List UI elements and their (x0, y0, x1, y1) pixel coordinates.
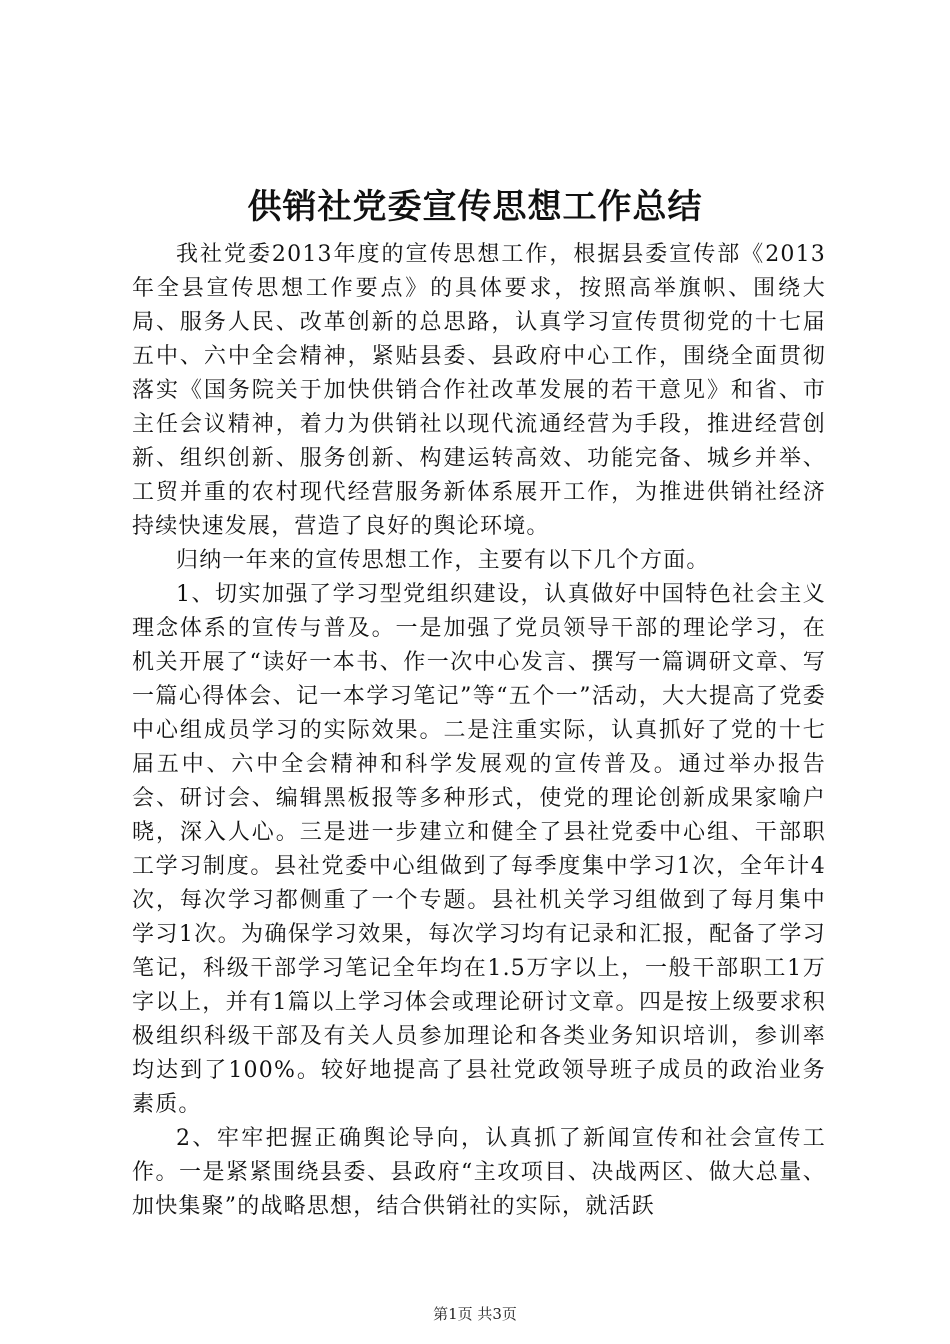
document-body (132, 238, 826, 1224)
paragraph-section-2: 2、牢牢把握正确舆论导向，认真抓了新闻宣传和社会宣传工作。一是紧紧围绕县委、县政府“主攻项目、决战两区、做大总量、加快集聚”的战略思想，结合供销社的实际，就活跃 (132, 1126, 826, 1219)
page-footer: 第1页 共3页 (433, 1305, 517, 1323)
paragraph-section-1: 1、切实加强了学习型党组织建设，认真做好中国特色社会主义理念体系的宣传与普及。一是加强了党员领导干部的理论学习，在机关开展了“读好一本书、作一次中心发言、撰写一篇调研文章、写一篇心得体会、记一本学习笔记”等“五个一”活动，大大提高了党委中心组成员学习的实际效果。二是注重实际，认真抓好了党的十七届五中、六中全会精神和科学发展观的宣传普及。通过举办报告会、研讨会、编辑黑板报等多种形式，使党的理论创新成果家喻户晓，深入人心。三是进一步建立和健全了县社党委中心组、干部职工学习制度。县社党委中心组做到了每季度集中学习1次，全年计4次，每次学习都侧重了一个专题。县社机关学习组做到了每月集中学习1次。为确保学习效果，每次学习均有记录和汇报，配备了学习笔记，科级干部学习笔记全年均在1.5万字以上，一般干部职工1万字以上，并有1篇以上学习体会或理论研讨文章。四是按上级要求积极组织科级干部及有关人员参加理论和各类业务知识培训，参训率均达到了100%。较好地提高了县社党政领导班子成员的政治业务素质。 (132, 582, 826, 1117)
paragraph-intro: 我社党委2013年度的宣传思想工作，根据县委宣传部《2013年全县宣传思想工作要点》的具体要求，按照高举旗帜、围绕大局、服务人民、改革创新的总思路，认真学习宣传贯彻党的十七届五中、六中全会精神，紧贴县委、县政府中心工作，围绕全面贯彻落实《国务院关于加快供销合作社改革发展的若干意见》和省、市主任会议精神，着力为供销社以现代流通经营为手段，推进经营创新、组织创新、服务创新、构建运转高效、功能完备、城乡并举、工贸并重的农村现代经营服务新体系展开工作，为推进供销社经济持续快速发展，营造了良好的舆论环境。 (132, 242, 826, 539)
document-title: 供销社党委宣传思想工作总结 (247, 187, 703, 227)
paragraph-summary: 归纳一年来的宣传思想工作，主要有以下几个方面。 (176, 548, 710, 573)
